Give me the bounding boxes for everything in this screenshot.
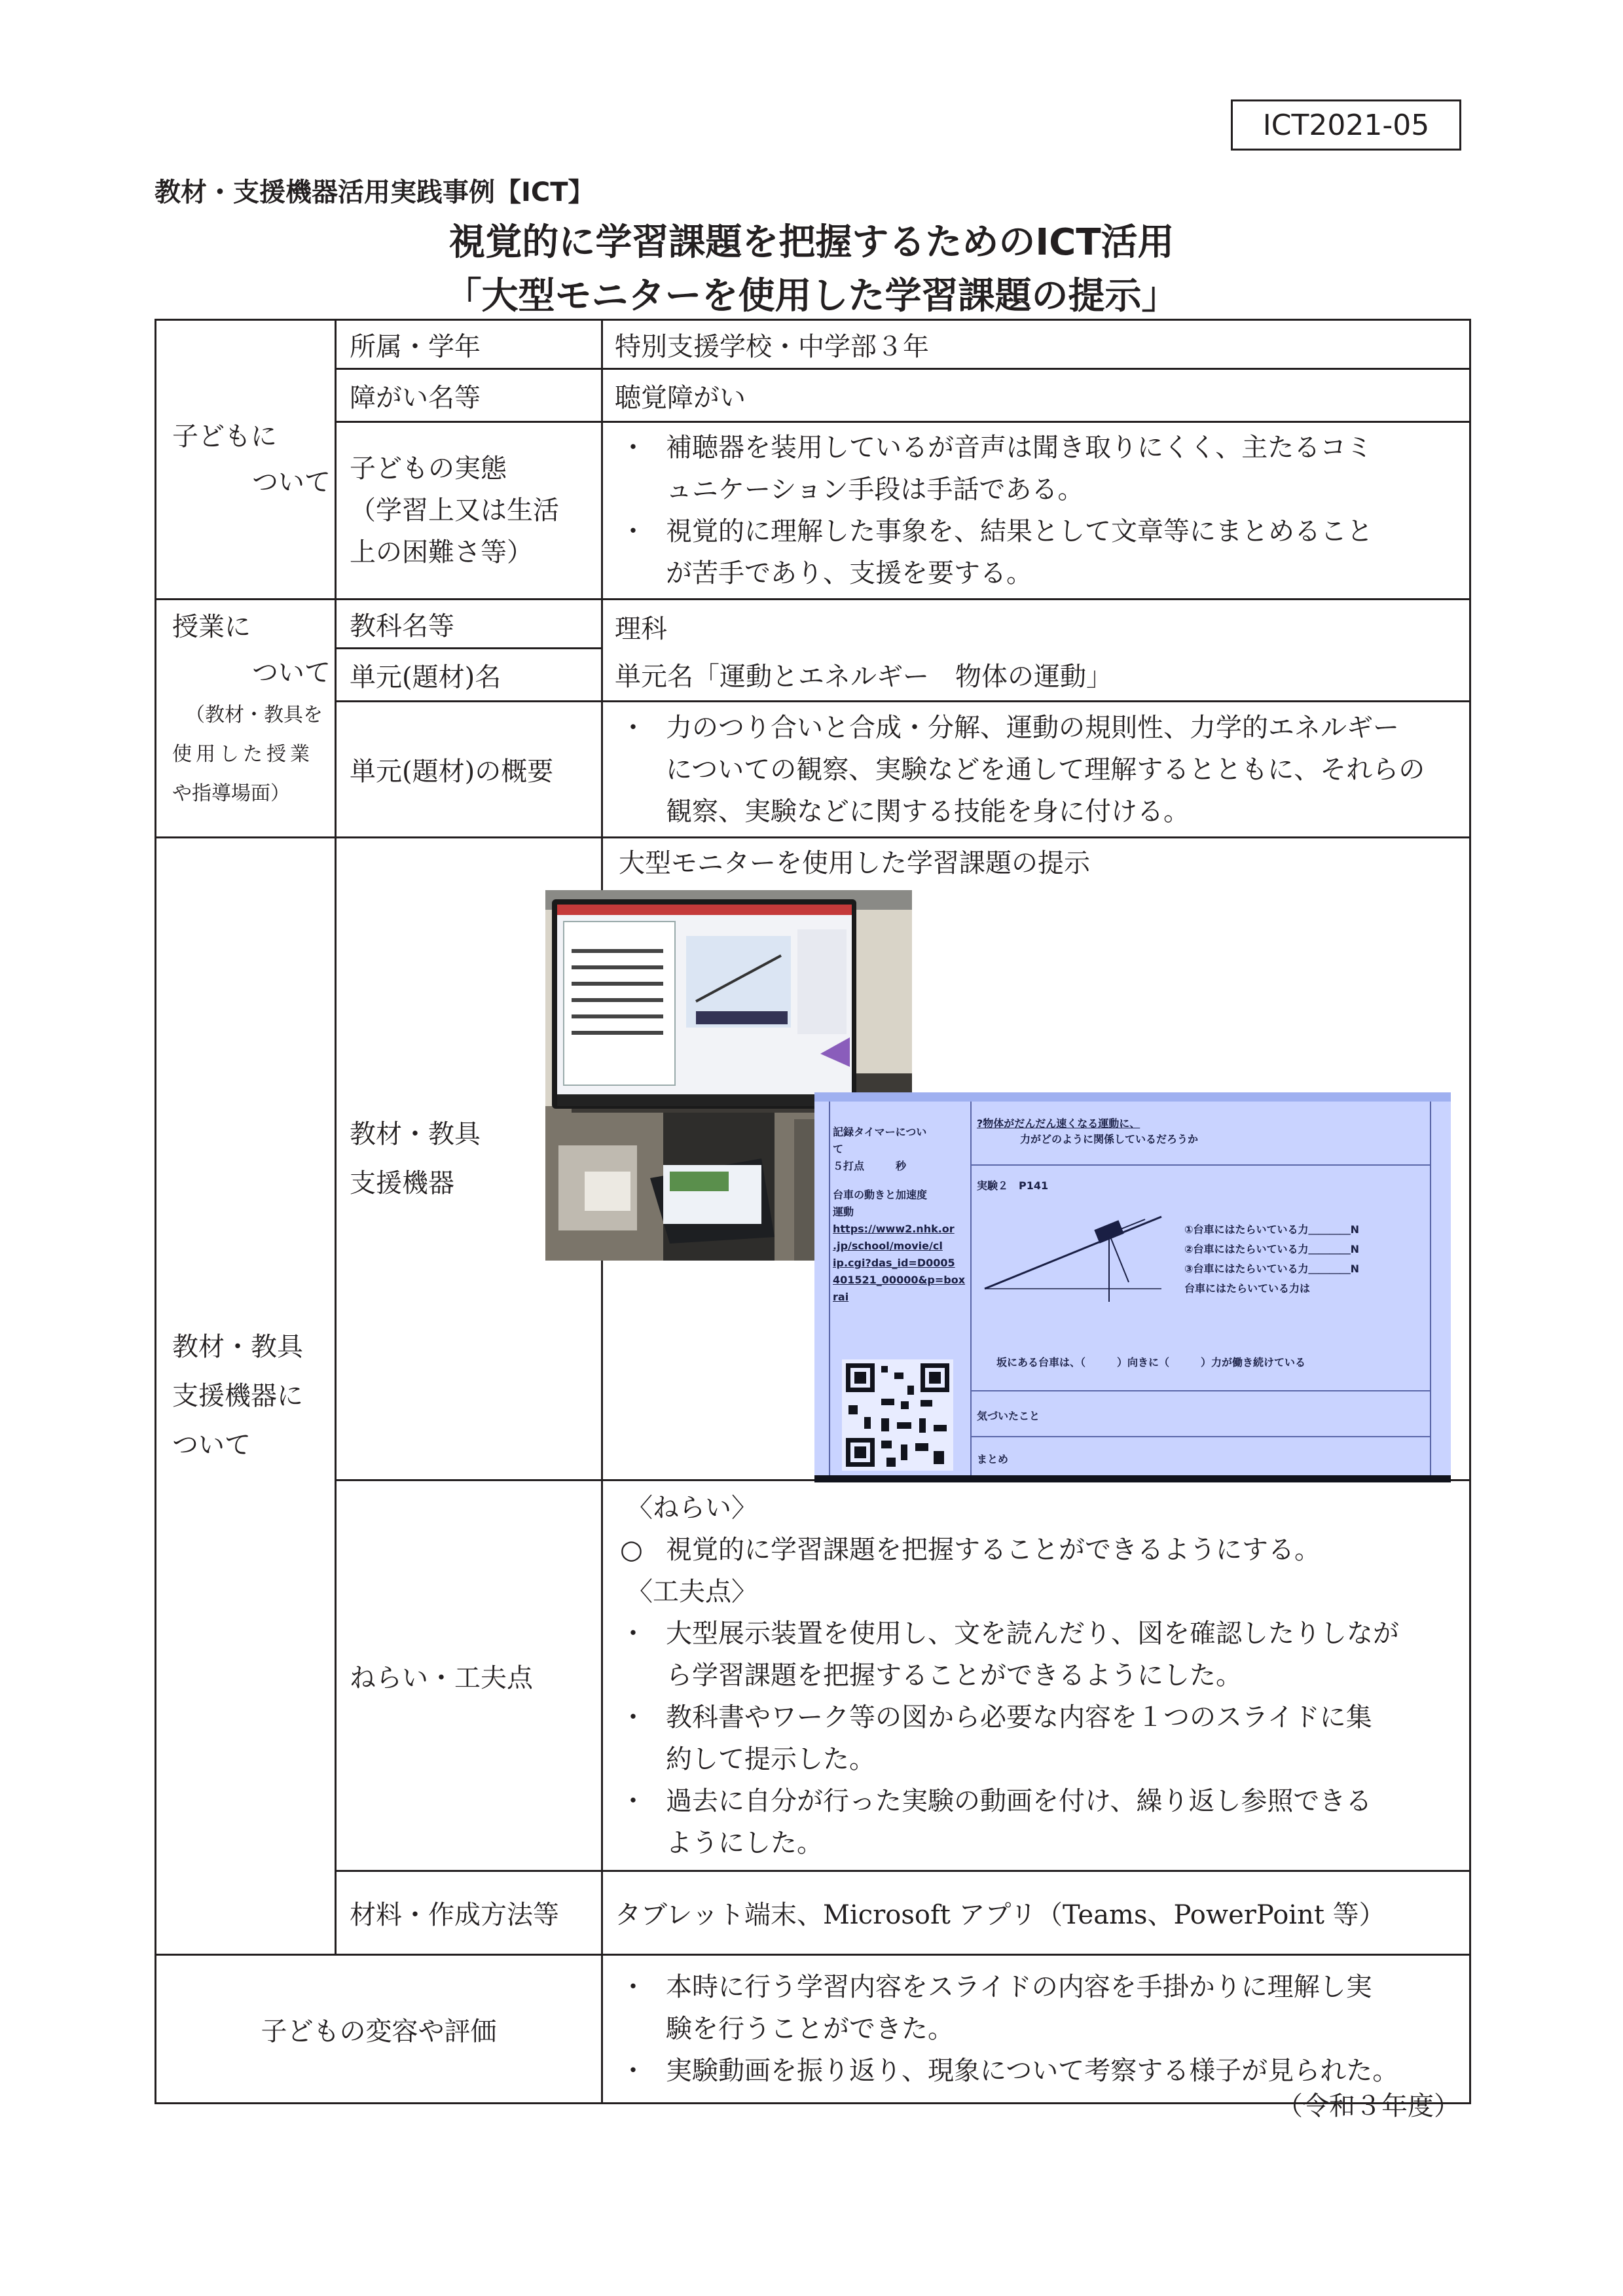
row-status [156, 422, 1470, 600]
worksheet-slope-sentence: 坂にある台車は、（ ）向きに（ ）力が働き続けている [996, 1356, 1306, 1369]
status-label-line1: 子どもの実態 [350, 454, 507, 484]
child-header-line2: ついて [252, 467, 331, 497]
row-equipment [156, 838, 1470, 1480]
evaluation-label: 子どもの変容や評価 [156, 1955, 602, 2104]
status-value [602, 422, 1470, 600]
status-item: ・ 視覚的に理解した事象を、結果として文章等にまとめること が苦手であり、支援を要する。 [620, 516, 1373, 588]
page-title: 視覚的に学習課題を把握するためのICT活用 [448, 221, 1175, 264]
category-heading: 教材・支援機器活用実践事例【ICT】 [155, 177, 594, 207]
row-method [156, 1871, 1470, 1955]
materials-header-line3: ついて [172, 1429, 251, 1460]
aim-label: ねらい・工夫点 [336, 1480, 602, 1871]
disability-value: 聴覚障がい [602, 369, 1470, 422]
tip-item: ・ 過去に自分が行った実験の動画を付け、繰り返し参照できる ようにした。 [620, 1786, 1372, 1858]
materials-section-header [156, 838, 336, 1955]
subject-value: 理科 [615, 614, 667, 644]
equipment-label-line2: 支援機器 [350, 1168, 454, 1198]
slope-diagram [978, 1191, 1175, 1321]
unit-value: 単元名「運動とエネルギー 物体の運動」 [615, 662, 1112, 692]
overview-value: ・ 力のつり合いと合成・分解、運動の規則性、力学的エネルギー についての観察、実験などを通して理解するとともに、それらの 観察、実験などに関する技能を身に付ける。 [602, 702, 1470, 838]
subject-unit-value [602, 600, 1470, 702]
unit-label: 単元(題材)名 [336, 649, 602, 702]
evaluation-item: ・ 実験動画を振り返り、現象について考察する様子が見られた。 [620, 2056, 1399, 2086]
tip-item: ・ 大型展示装置を使用し、文を読んだり、図を確認したりしなが ら学習課題を把握することができるようにした。 [620, 1619, 1399, 1691]
qr-code-icon [842, 1359, 953, 1471]
worksheet-left-column: 記録タイマーについ て ５打点 秒 台車の動きと加速度 運動 https://www2.nhk.or .jp/school/movie/cl ip.cgi?das_id=D0005 401521_00000&p=box rai [833, 1126, 966, 1303]
document-id-box: ICT2021-05 [1231, 99, 1461, 151]
fiscal-year-note: （令和３年度） [1277, 2091, 1460, 2121]
method-label: 材料・作成方法等 [336, 1871, 602, 1955]
row-disability [156, 369, 1470, 422]
materials-header-line1: 教材・教具 [172, 1331, 303, 1362]
subject-label: 教科名等 [336, 600, 602, 649]
row-overview [156, 702, 1470, 838]
worksheet-question: ?物体がだんだん速くなる運動に、 力がどのように関係しているだろうか [977, 1117, 1199, 1145]
row-aim [156, 1480, 1470, 1871]
status-label-line3: 上の困難さ等） [350, 537, 533, 567]
row-evaluation [156, 1955, 1470, 2104]
lesson-note-line3: や指導場面） [172, 782, 290, 805]
row-affiliation [156, 320, 1470, 369]
worksheet-forces: ①台車にはたらいている力＿＿＿＿N ②台車にはたらいている力＿＿＿＿N ③台車にはたらいている力＿＿＿＿N 台車にはたらいている力は [1184, 1223, 1359, 1295]
disability-label: 障がい名等 [336, 369, 602, 422]
tip-item: ・ 教科書やワーク等の図から必要な内容を１つのスライドに集 約して提示した。 [620, 1702, 1372, 1774]
materials-header-line2: 支援機器に [172, 1380, 303, 1411]
status-item: ・ 補聴器を装用しているが音声は聞き取りにくく、主たるコミ ュニケーション手段は手話である。 [620, 433, 1373, 505]
tips-heading: 〈工夫点〉 [627, 1577, 757, 1607]
equipment-caption: 大型モニターを使用した学習課題の提示 [619, 848, 1090, 878]
row-subject [156, 600, 1470, 649]
status-label-line2: （学習上又は生活 [350, 495, 559, 526]
aim-item: ○ 視覚的に学習課題を把握することができるようにする。 [620, 1535, 1321, 1565]
aim-heading: 〈ねらい〉 [627, 1493, 757, 1523]
evaluation-value [602, 1955, 1470, 2104]
lesson-section-header [156, 600, 336, 838]
worksheet-noticed: 気づいたこと [977, 1410, 1040, 1422]
child-section-header [156, 320, 336, 600]
affiliation-label: 所属・学年 [336, 320, 602, 369]
equipment-label-line1: 教材・教具 [350, 1119, 481, 1149]
lesson-header-line2: ついて [252, 658, 331, 688]
lesson-header-line1: 授業に [172, 612, 251, 642]
overview-label: 単元(題材)の概要 [336, 702, 602, 838]
affiliation-value: 特別支援学校・中学部３年 [602, 320, 1470, 369]
lesson-note-line2: 使用した授業 [172, 743, 314, 766]
lesson-note-line1: （教材・教具を [185, 704, 323, 726]
aim-value [602, 1480, 1470, 1871]
page-subtitle: 「大型モニターを使用した学習課題の提示」 [445, 275, 1178, 317]
equipment-value [602, 838, 1470, 1480]
child-header-line1: 子どもに [172, 422, 277, 452]
evaluation-item: ・ 本時に行う学習内容をスライドの内容を手掛かりに理解し実 験を行うことができた。 [620, 1972, 1372, 2044]
worksheet-screen-photo [814, 1092, 1451, 1482]
worksheet-summary: まとめ [977, 1453, 1009, 1465]
status-label [336, 422, 602, 600]
case-table [155, 319, 1471, 2104]
method-value: タブレット端末、Microsoft アプリ（Teams、PowerPoint 等） [602, 1871, 1470, 1955]
worksheet-experiment: 実験２ P141 [977, 1179, 1049, 1192]
